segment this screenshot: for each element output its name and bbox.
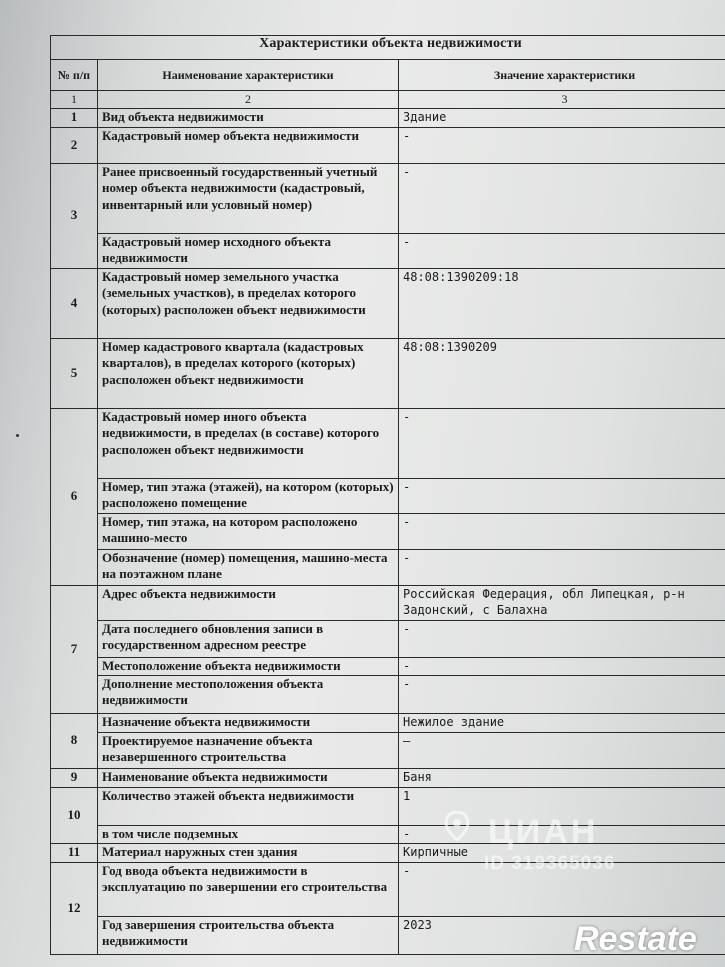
table-row bbox=[51, 478, 725, 513]
row-name: Местоположение объекта недвижимости bbox=[98, 657, 399, 675]
row-value: 48:08:1390209 bbox=[399, 338, 725, 408]
row-number: 6 bbox=[51, 408, 98, 585]
row-number: 3 bbox=[51, 163, 98, 268]
table-row bbox=[51, 825, 725, 843]
table-row bbox=[51, 862, 725, 916]
row-name: Назначение объекта недвижимости bbox=[98, 713, 399, 732]
row-value: Российская Федерация, обл Липецкая, р-н Задонский, с Балахна bbox=[399, 585, 725, 620]
row-value: 2023 bbox=[399, 916, 725, 954]
table-row bbox=[51, 787, 725, 825]
row-name: Год ввода объекта недвижимости в эксплуатацию по завершении его строительства bbox=[98, 862, 399, 916]
row-number: 9 bbox=[51, 768, 98, 787]
table-row bbox=[51, 163, 725, 233]
property-characteristics-table bbox=[50, 35, 725, 955]
table-row bbox=[51, 513, 725, 549]
row-value: - bbox=[399, 862, 725, 916]
table-row bbox=[51, 713, 725, 732]
row-name: Материал наружных стен здания bbox=[98, 843, 399, 862]
row-number: 5 bbox=[51, 338, 98, 408]
table-row bbox=[51, 338, 725, 408]
location-pin-icon bbox=[444, 811, 470, 841]
column-number-2: 2 bbox=[98, 91, 399, 109]
row-value: 48:08:1390209:18 bbox=[399, 268, 725, 338]
row-value: Кирпичные bbox=[399, 843, 725, 862]
ink-dot bbox=[16, 434, 19, 437]
row-name: Номер, тип этажа (этажей), на котором (которых) расположено помещение bbox=[98, 478, 399, 513]
table-row bbox=[51, 732, 725, 768]
row-value: - bbox=[399, 163, 725, 233]
row-value: - bbox=[399, 478, 725, 513]
row-value: - bbox=[399, 127, 725, 163]
row-value: - bbox=[399, 675, 725, 713]
watermark-id: ID 319365036 bbox=[484, 853, 616, 874]
row-number: 7 bbox=[51, 585, 98, 713]
table-row bbox=[51, 127, 725, 163]
row-name: Дата последнего обновления записи в государственном адресном реестре bbox=[98, 620, 399, 657]
table-row bbox=[51, 268, 725, 338]
row-name: Кадастровый номер исходного объекта недвижимости bbox=[98, 233, 399, 268]
table-row bbox=[51, 549, 725, 585]
header-value: Значение характеристики bbox=[399, 60, 725, 91]
row-value: - bbox=[399, 233, 725, 268]
table-title: Характеристики объекта недвижимости bbox=[51, 36, 725, 60]
row-value: - bbox=[399, 657, 725, 675]
row-name: Номер кадастрового квартала (кадастровых кварталов), в пределах которого (которых) расположен объект недвижимости bbox=[98, 338, 399, 408]
row-name: Дополнение местоположения объекта недвижимости bbox=[98, 675, 399, 713]
row-name: Кадастровый номер объекта недвижимости bbox=[98, 127, 399, 163]
row-value: Здание bbox=[399, 108, 725, 127]
row-value: - bbox=[399, 549, 725, 585]
row-value: Нежилое здание bbox=[399, 713, 725, 732]
watermark-brand: ЦИАН bbox=[488, 813, 599, 851]
column-number-3: 3 bbox=[399, 91, 725, 109]
row-value: 1 bbox=[399, 787, 725, 825]
row-value: – bbox=[399, 732, 725, 768]
cian-watermark bbox=[400, 815, 615, 875]
row-number: 11 bbox=[51, 843, 98, 862]
table-row bbox=[51, 620, 725, 657]
row-name: Наименование объекта недвижимости bbox=[98, 768, 399, 787]
row-name: Кадастровый номер земельного участка (земельных участков), в пределах которого (которых) расположен объект недвижимости bbox=[98, 268, 399, 338]
restate-logo: Restate bbox=[574, 920, 697, 958]
row-name: Кадастровый номер иного объекта недвижимости, в пределах (в составе) которого расположен объект недвижимости bbox=[98, 408, 399, 478]
row-value: - bbox=[399, 408, 725, 478]
header-name: Наименование характеристики bbox=[98, 60, 399, 91]
row-number: 1 bbox=[51, 108, 98, 127]
row-name: Количество этажей объекта недвижимости bbox=[98, 787, 399, 825]
table-row bbox=[51, 108, 725, 127]
row-name: Проектируемое назначение объекта незавершенного строительства bbox=[98, 732, 399, 768]
row-number: 8 bbox=[51, 713, 98, 768]
row-value: - bbox=[399, 825, 725, 843]
row-number: 4 bbox=[51, 268, 98, 338]
row-name: Обозначение (номер) помещения, машино-места на поэтажном плане bbox=[98, 549, 399, 585]
row-number: 12 bbox=[51, 862, 98, 954]
header-num: № п/п bbox=[51, 60, 98, 91]
row-number: 2 bbox=[51, 127, 98, 163]
row-name: Вид объекта недвижимости bbox=[98, 108, 399, 127]
row-value: - bbox=[399, 620, 725, 657]
row-number: 10 bbox=[51, 787, 98, 843]
table-row bbox=[51, 843, 725, 862]
row-value: - bbox=[399, 513, 725, 549]
table-row bbox=[51, 585, 725, 620]
table-row bbox=[51, 768, 725, 787]
row-name: Ранее присвоенный государственный учетный номер объекта недвижимости (кадастровый, инвентарный или условный номер) bbox=[98, 163, 399, 233]
table-row bbox=[51, 675, 725, 713]
row-name: в том числе подземных bbox=[98, 825, 399, 843]
table-row bbox=[51, 408, 725, 478]
table-row bbox=[51, 233, 725, 268]
row-name: Год завершения строительства объекта недвижимости bbox=[98, 916, 399, 954]
row-name: Адрес объекта недвижимости bbox=[98, 585, 399, 620]
row-name: Номер, тип этажа, на котором расположено машино-место bbox=[98, 513, 399, 549]
row-value: Баня bbox=[399, 768, 725, 787]
column-number-1: 1 bbox=[51, 91, 98, 109]
table-row bbox=[51, 657, 725, 675]
